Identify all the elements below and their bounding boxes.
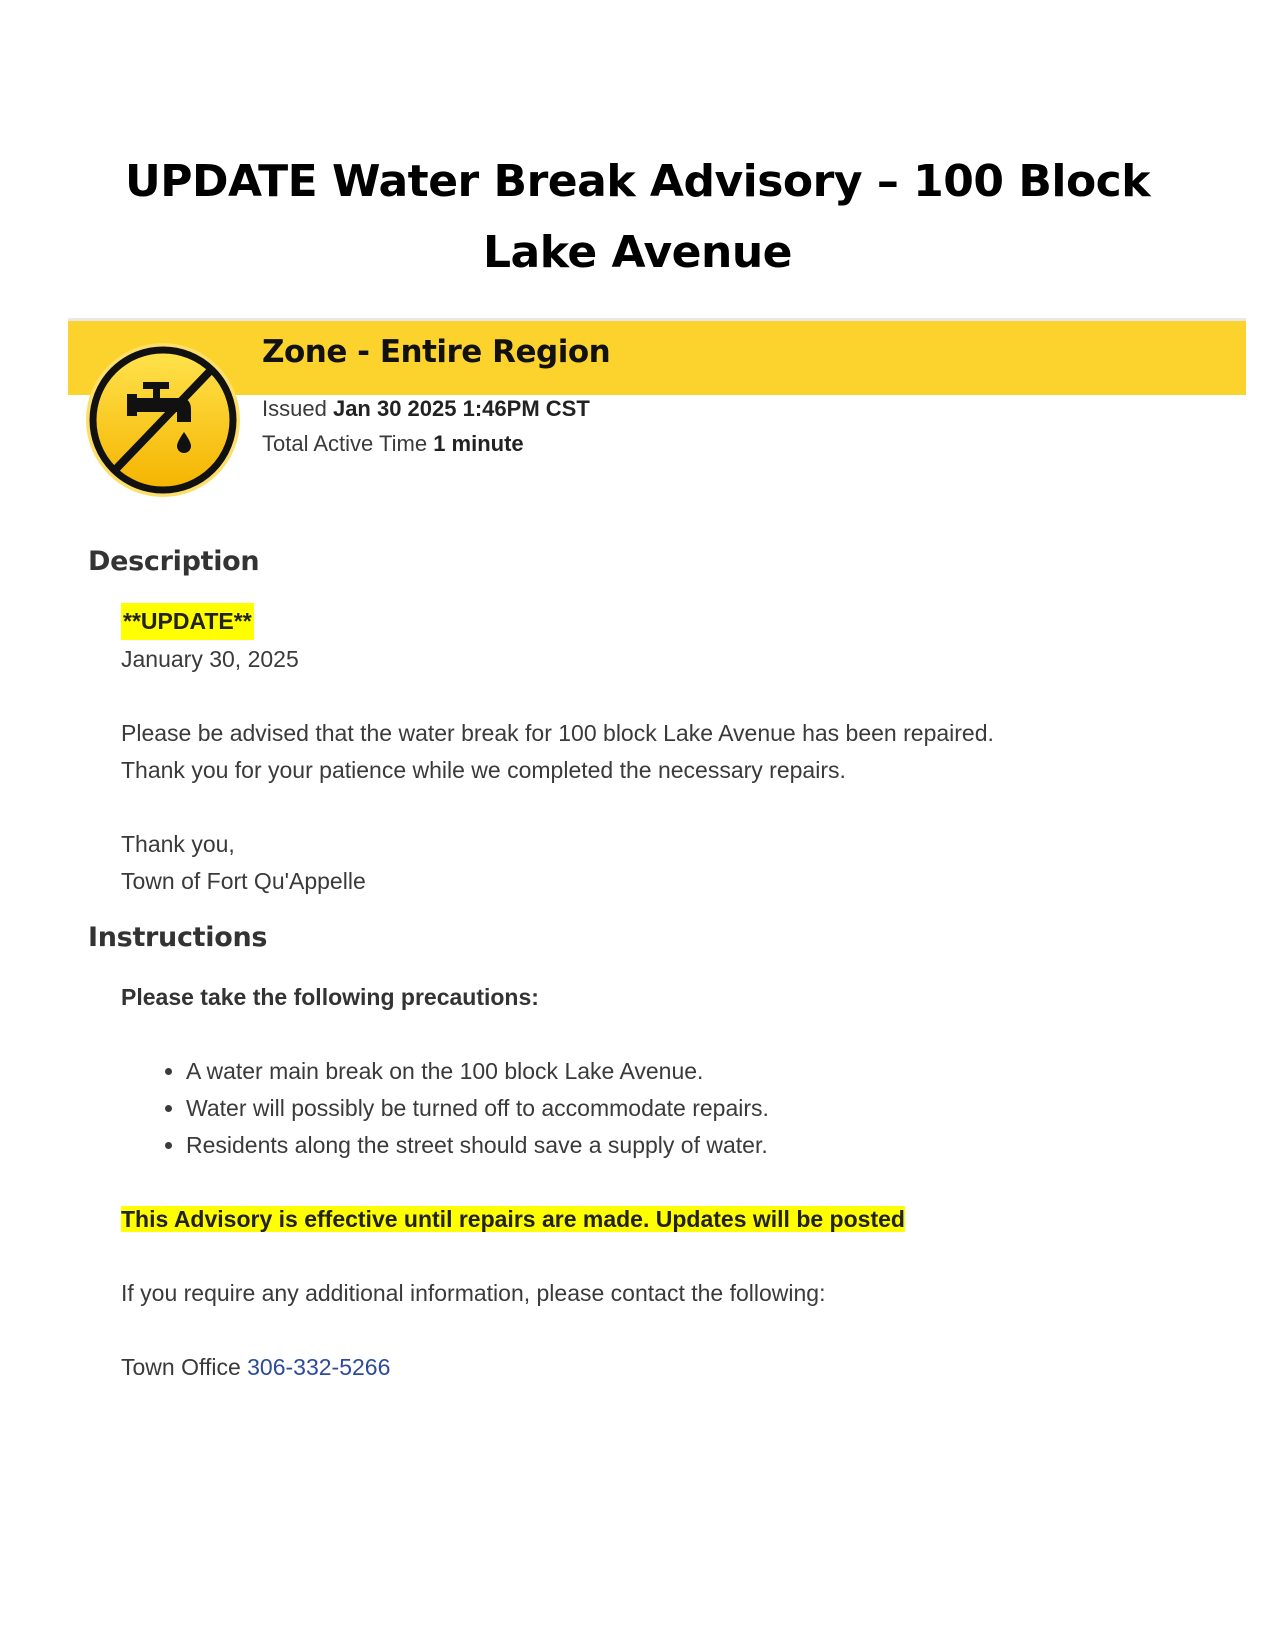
description-paragraph-line-1: Please be advised that the water break for 100 block Lake Avenue has been repaired.: [121, 720, 994, 746]
page-title-line-1: UPDATE Water Break Advisory – 100 Block: [124, 156, 1151, 207]
precautions-heading: Please take the following precautions:: [121, 984, 539, 1010]
page-title-line-2: Lake Avenue: [483, 227, 792, 278]
signature: Town of Fort Qu'Appelle: [121, 868, 366, 894]
contact-line: [121, 1349, 390, 1386]
issued-label: Issued: [262, 396, 327, 421]
contact-intro: If you require any additional information, please contact the following:: [121, 1280, 826, 1306]
update-tag: **UPDATE**: [121, 603, 254, 640]
precautions-list: [158, 1053, 769, 1164]
list-item: • Water will possibly be turned off to accommodate repairs.: [186, 1090, 769, 1127]
phone-link[interactable]: 306-332-5266: [247, 1354, 391, 1380]
effective-notice: [121, 1201, 905, 1238]
active-time-value: 1 minute: [433, 431, 524, 456]
alert-header-bar: [68, 318, 1246, 395]
description-paragraph-line-2: Thank you for your patience while we completed the necessary repairs.: [121, 757, 846, 783]
active-time-line: [262, 431, 524, 457]
effective-notice-text: This Advisory is effective until repairs are made. Updates will be posted: [121, 1206, 905, 1232]
update-date: January 30, 2025: [121, 646, 299, 672]
active-time-label: Total Active Time: [262, 431, 428, 456]
list-item: • A water main break on the 100 block Lake Avenue.: [186, 1053, 769, 1090]
list-item: • Residents along the street should save a supply of water.: [186, 1127, 769, 1164]
issued-line: [262, 396, 590, 422]
issued-value: Jan 30 2025 1:46PM CST: [332, 396, 590, 421]
instructions-heading: Instructions: [88, 922, 268, 953]
no-water-faucet-icon: [83, 340, 243, 500]
page-title: [100, 146, 1175, 288]
contact-label: Town Office: [121, 1354, 241, 1380]
zone-title: Zone - Entire Region: [262, 334, 611, 370]
description-heading: Description: [88, 546, 260, 577]
closing-text: Thank you,: [121, 831, 235, 857]
